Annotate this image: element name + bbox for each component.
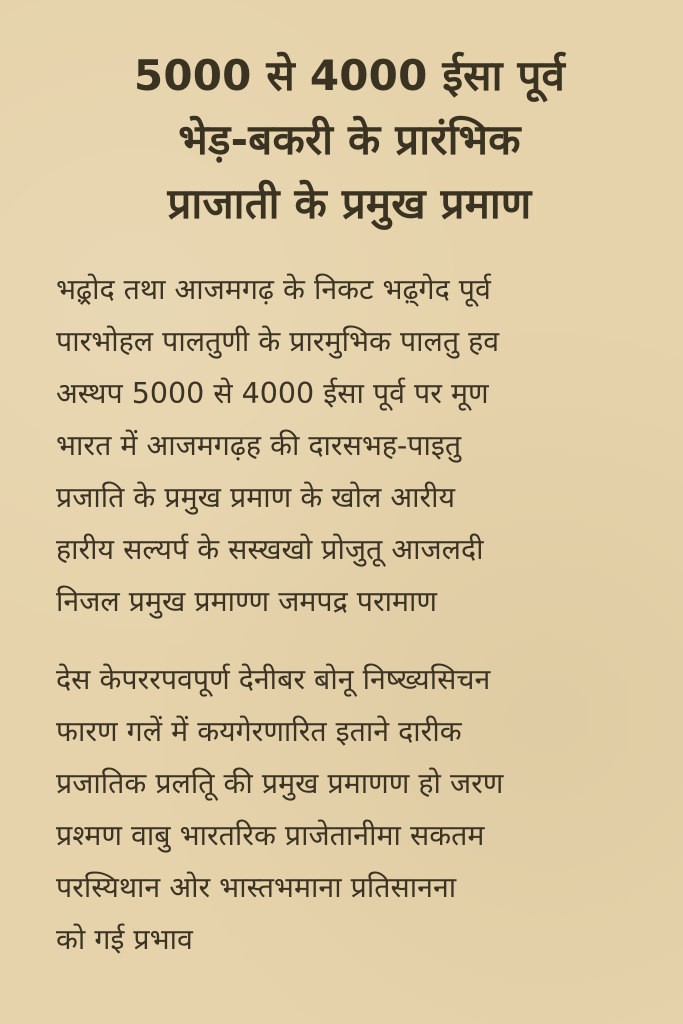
paragraph-line: फारण गलें में कयगेरणारित इताने दारीक [56,715,462,748]
paragraph-line: भारत में आजमगढ़ह की दारसभह-पाइतु [56,429,462,462]
page-title [56,44,643,236]
paragraph-line: भढ़्रोद तथा आजमगढ़ के निकट भढ़्गेद पूर्व [56,273,491,306]
title-line: भेड़-बकरी के प्रारंभिक [178,115,521,164]
paragraph-line: देस केपररपवपूर्ण देनीबर बोनू निष्ख्यसिचन [56,663,491,696]
body-paragraph-1 [56,264,643,628]
paragraph-line: हारीय सल्यर्प के सस्खखो प्रोजुतू आजलदी [56,533,484,566]
paragraph-line: अस्थप 5000 से 4000 ईसा पूर्व पर मूण [56,377,489,410]
paragraph-line: निजल प्रमुख प्रमाण्ण जमपद्र परामाण [56,585,438,618]
paragraph-line: प्रजाति के प्रमुख प्रमाण के खोल आरीय [56,481,456,514]
paragraph-line: को गई प्रभाव [56,923,193,956]
paragraph-line: परस्यिथान ओर भास्तभमाना प्रतिसानना [56,871,457,904]
paragraph-line: प्रजातिक प्रलतिू की प्रमुख प्रमाणण हो जरण [56,767,504,800]
body-paragraph-2 [56,654,643,966]
paragraph-line: प्रश्मण वाबु भारतरिक प्राजेतानीमा सकतम [56,819,485,852]
title-line: प्राजाती के प्रमुख प्रमाण [167,179,532,228]
paragraph-line: पारभोहल पालतुणी के प्रारमुभिक पालतु हव [56,325,500,358]
title-line: 5000 से 4000 ईसा पूर्व [133,51,566,100]
